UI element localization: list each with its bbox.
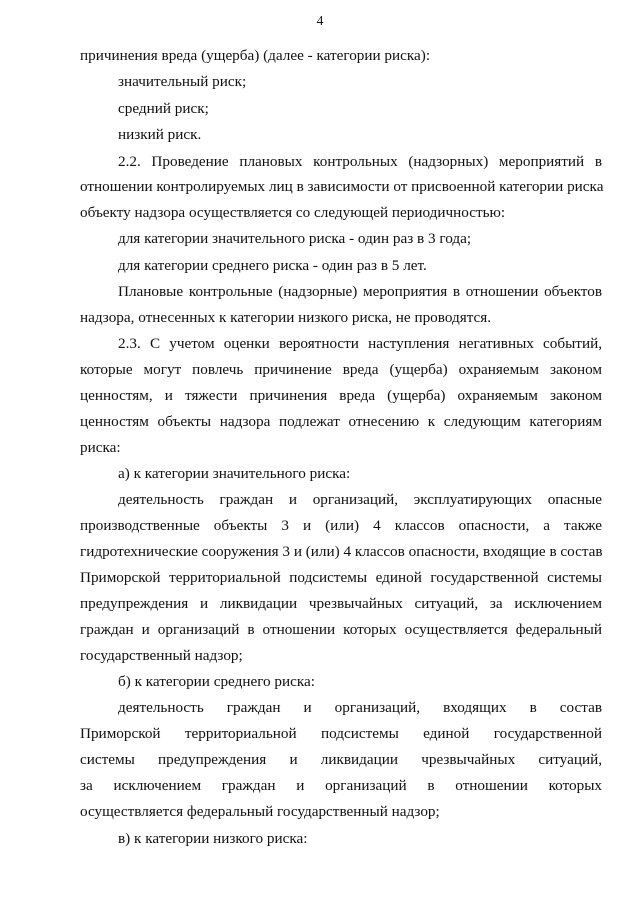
text-line: надзора, отнесенных к категории низкого риска, не проводятся. [80, 309, 492, 326]
text-line: деятельность граждан и организаций, эксплуатирующих опасные [118, 491, 602, 508]
text-line: деятельность граждан и организаций, входящих в состав [118, 699, 602, 716]
text-line: значительный риск; [118, 73, 247, 90]
text-line: причинения вреда (ущерба) (далее - категории риска): [80, 47, 431, 64]
text-line: государственный надзор; [80, 647, 243, 664]
text-line: 2.2. Проведение плановых контрольных (надзорных) мероприятий в [118, 153, 602, 170]
text-line: осуществляется федеральный государственный надзор; [80, 803, 440, 820]
text-line: гидротехнические сооружения 3 и (или) 4 классов опасности, входящие в состав [80, 543, 603, 560]
text-line: а) к категории значительного риска: [118, 465, 351, 482]
text-line: средний риск; [118, 100, 209, 117]
text-line: низкий риск. [118, 126, 202, 143]
text-line: отношении контролируемых лиц в зависимости от присвоенной категории риска [80, 178, 604, 195]
text-line: Плановые контрольные (надзорные) мероприятия в отношении объектов [118, 283, 602, 300]
text-line: предупреждения и ликвидации чрезвычайных ситуаций, за исключением [80, 595, 602, 612]
text-line: за исключением граждан и организаций в отношении которых [80, 777, 602, 794]
text-line: ценностям объекты надзора подлежат отнесению к следующим категориям [80, 413, 602, 430]
text-line: ценностям, и тяжести причинения вреда (ущерба) охраняемым законом [80, 387, 602, 404]
text-line: для категории значительного риска - один раз в 3 года; [118, 230, 472, 247]
text-line: производственные объекты 3 и (или) 4 классов опасности, а также [80, 517, 602, 534]
text-line: б) к категории среднего риска: [118, 673, 316, 690]
text-line: которые могут повлечь причинение вреда (ущерба) охраняемым законом [80, 361, 602, 378]
text-line: риска: [80, 439, 121, 456]
text-line: объекту надзора осуществляется со следующей периодичностью: [80, 204, 506, 221]
text-line: граждан и организаций в отношении которых осуществляется федеральный [80, 621, 602, 638]
text-line: системы предупреждения и ликвидации чрезвычайных ситуаций, [80, 751, 602, 768]
text-line: 2.3. С учетом оценки вероятности наступления негативных событий, [118, 335, 602, 352]
text-line: для категории среднего риска - один раз в 5 лет. [118, 257, 427, 274]
text-line: в) к категории низкого риска: [118, 830, 308, 847]
text-line: Приморской территориальной подсистемы единой государственной системы [80, 569, 602, 586]
text-line: Приморской территориальной подсистемы единой государственной [80, 725, 602, 742]
page-number: 4 [316, 13, 324, 28]
